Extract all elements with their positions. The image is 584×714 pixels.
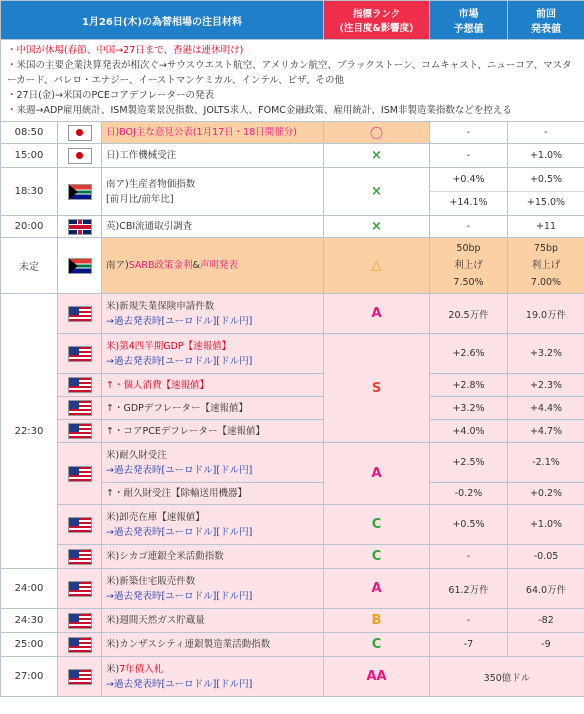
time-cell: 24:30	[1, 609, 58, 633]
us-flag-icon	[68, 669, 92, 685]
previous-cell: +2.3%	[508, 374, 584, 397]
flag-cell	[58, 238, 102, 294]
flag-cell	[58, 609, 102, 633]
event-link[interactable]: SARB政策金利	[128, 260, 193, 271]
event-cell	[102, 443, 324, 483]
flag-cell	[58, 397, 102, 420]
forecast-value: +0.4%	[452, 174, 485, 185]
event-cell[interactable]	[102, 122, 324, 144]
table-row	[1, 569, 584, 609]
us-flag-icon	[68, 637, 92, 653]
rank-cell: ×	[324, 168, 430, 216]
event-joiner: &	[192, 260, 200, 271]
time-cell: 15:00	[1, 144, 58, 168]
table-row	[1, 374, 584, 397]
previous-cell: 19.0万件	[508, 294, 584, 334]
flag-cell	[58, 569, 102, 609]
table-row	[1, 294, 584, 334]
event-cell: 米)週間天然ガス貯蔵量	[102, 609, 324, 633]
time-cell: 18:30	[1, 168, 58, 216]
flag-cell	[58, 122, 102, 144]
event-cell	[102, 374, 324, 397]
flag-cell	[58, 334, 102, 374]
event-cell	[102, 294, 324, 334]
past-release-link[interactable]: →過去発表時[ユーロドル][ドル円]	[106, 315, 253, 327]
event-label: ↑・個人消費【速報値】	[106, 379, 209, 391]
rank-cell: C	[324, 505, 430, 545]
table-row	[1, 216, 584, 238]
japan-flag-icon	[68, 125, 92, 141]
japan-flag-icon	[68, 148, 92, 164]
forecast-cell: +2.6%	[430, 334, 508, 374]
event-label: 7年債入札	[119, 663, 164, 675]
previous-cell: +1.0%	[508, 144, 584, 168]
previous-cell	[508, 168, 584, 216]
rank-cell: A	[324, 294, 430, 334]
table-row	[1, 238, 584, 294]
forecast-value: 7.50%	[453, 277, 484, 288]
table-row	[1, 122, 584, 144]
note-item: ・27日(金)→米国のPCEコアデフレーターの発表	[7, 90, 214, 101]
table-row	[1, 144, 584, 168]
previous-cell: -2.1%	[508, 443, 584, 483]
previous-cell: +4.7%	[508, 420, 584, 443]
table-row	[1, 420, 584, 443]
event-cell	[102, 569, 324, 609]
uk-flag-icon	[68, 219, 92, 235]
flag-cell	[58, 216, 102, 238]
forecast-value: +14.1%	[430, 191, 507, 214]
previous-cell: +1.0%	[508, 505, 584, 545]
south-africa-flag-icon	[68, 258, 92, 274]
time-cell: 20:00	[1, 216, 58, 238]
us-flag-icon	[68, 423, 92, 439]
previous-cell: -0.05	[508, 545, 584, 569]
forecast-header: 市場 予想値	[430, 1, 508, 40]
rank-cell: 〇	[324, 122, 430, 144]
us-flag-icon	[68, 466, 92, 482]
forecast-cell: +4.0%	[430, 420, 508, 443]
previous-value: 75bp	[533, 243, 559, 254]
flag-cell	[58, 505, 102, 545]
rank-cell: A	[324, 443, 430, 505]
time-cell: 08:50	[1, 122, 58, 144]
forecast-cell: -7	[430, 633, 508, 657]
rank-cell: S	[324, 334, 430, 443]
previous-value: 7.00%	[530, 277, 562, 288]
flag-cell	[58, 443, 102, 505]
table-row	[1, 633, 584, 657]
time-cell: 24:00	[1, 569, 58, 609]
flag-cell	[58, 144, 102, 168]
flag-cell	[58, 374, 102, 397]
table-row	[1, 443, 584, 483]
rank-cell: AA	[324, 657, 430, 697]
us-flag-icon	[68, 306, 92, 322]
forecast-cell: -	[430, 545, 508, 569]
rank-header: 指標ランク (注目度&影響度)	[324, 1, 430, 40]
event-cell	[102, 168, 324, 216]
table-row	[1, 334, 584, 374]
previous-cell: 64.0万件	[508, 569, 584, 609]
event-label: 米)耐久財受注	[106, 449, 167, 461]
table-row	[1, 609, 584, 633]
event-label: 米)卸売在庫【速報値】	[106, 511, 205, 523]
event-prefix: 南ア)	[106, 260, 129, 271]
previous-cell: +11	[508, 216, 584, 238]
previous-header: 前回 発表値	[508, 1, 584, 40]
event-cell: 米)カンザスシティ連銀製造業活動指数	[102, 633, 324, 657]
forecast-cell: -	[430, 144, 508, 168]
event-link[interactable]: 声明発表	[199, 260, 238, 271]
south-africa-flag-icon	[68, 184, 92, 200]
past-release-link[interactable]: →過去発表時[ユーロドル][ドル円]	[106, 526, 253, 538]
note-item: ・中国が休場(春節、中国→27日まで、香港は連休明け)	[7, 45, 244, 56]
auction-amount-cell: 350億ドル	[430, 657, 584, 697]
us-flag-icon	[68, 400, 92, 416]
event-cell	[102, 334, 324, 374]
us-flag-icon	[68, 613, 92, 629]
forecast-cell: -	[430, 609, 508, 633]
time-cell: 25:00	[1, 633, 58, 657]
event-label: 米)第4四半期GDP【速報値】	[106, 340, 232, 352]
notes-row	[1, 40, 584, 122]
forecast-value: 利上げ	[454, 260, 483, 271]
event-label: 米)新築住宅販売件数	[106, 575, 196, 587]
forecast-cell: +0.5%	[430, 505, 508, 545]
rank-cell: B	[324, 609, 430, 633]
forecast-cell: -	[430, 216, 508, 238]
event-cell: ↑・耐久財受注【除輸送用機器】	[102, 483, 324, 505]
event-cell: 英)CBI流通取引調査	[102, 216, 324, 238]
page-title: 1月26日(木)の為替相場の注目材料	[1, 1, 324, 40]
forecast-cell: 61.2万件	[430, 569, 508, 609]
rank-cell: A	[324, 569, 430, 609]
flag-cell	[58, 420, 102, 443]
table-row	[1, 657, 584, 697]
event-label: 南ア)生産者物価指数	[106, 178, 196, 190]
forecast-cell	[430, 238, 508, 294]
us-flag-icon	[68, 549, 92, 565]
previous-cell: -9	[508, 633, 584, 657]
event-cell: ↑・コアPCEデフレーター【速報値】	[102, 420, 324, 443]
event-prefix: 米)	[106, 663, 120, 675]
previous-cell: +4.4%	[508, 397, 584, 420]
event-cell: 日)工作機械受注	[102, 144, 324, 168]
previous-cell: -82	[508, 609, 584, 633]
previous-cell: +0.2%	[508, 483, 584, 505]
us-flag-icon	[68, 581, 92, 597]
rank-cell: ×	[324, 144, 430, 168]
event-label: 日)BOJ主な意見公表(1月17日・18日開催分)	[106, 127, 297, 138]
time-cell: 22:30	[1, 294, 58, 569]
forecast-cell: 20.5万件	[430, 294, 508, 334]
past-release-link[interactable]: →過去発表時[ユーロドル][ドル円]	[106, 464, 253, 476]
event-cell	[102, 657, 324, 697]
event-cell: ↑・GDPデフレーター【速報値】	[102, 397, 324, 420]
us-flag-icon	[68, 346, 92, 362]
event-sub-label: [前月比/前年比]	[106, 193, 174, 205]
past-release-link[interactable]: →過去発表時[ユーロドル][ドル円]	[106, 590, 253, 602]
flag-cell	[58, 633, 102, 657]
us-flag-icon	[68, 377, 92, 393]
time-cell: 27:00	[1, 657, 58, 697]
flag-cell	[58, 168, 102, 216]
flag-cell	[58, 657, 102, 697]
table-row	[1, 168, 584, 216]
past-release-link[interactable]: →過去発表時[ユーロドル][ドル円]	[106, 355, 253, 367]
previous-cell: -	[508, 122, 584, 144]
event-label: 米)新規失業保険申請件数	[106, 300, 215, 312]
event-cell: 米)シカゴ連銀全米活動指数	[102, 545, 324, 569]
rank-cell: △	[324, 238, 430, 294]
table-row	[1, 505, 584, 545]
forecast-cell: -	[430, 122, 508, 144]
forecast-cell: +3.2%	[430, 397, 508, 420]
notes-box	[1, 40, 584, 122]
forecast-cell: +2.8%	[430, 374, 508, 397]
rank-cell: C	[324, 633, 430, 657]
event-cell	[102, 505, 324, 545]
table-row	[1, 545, 584, 569]
forecast-cell: +2.5%	[430, 443, 508, 483]
previous-cell	[508, 238, 584, 294]
flag-cell	[58, 545, 102, 569]
time-cell: 未定	[1, 238, 58, 294]
header-row	[1, 1, 584, 40]
past-release-link[interactable]: →過去発表時[ユーロドル][ドル円]	[106, 678, 253, 690]
rank-cell: ×	[324, 216, 430, 238]
note-item: ・来週→ADP雇用統計、ISM製造業景況指数、JOLTS求人、FOMC金融政策、雇用統計、ISM非製造業指数などを控える	[7, 105, 512, 116]
table-row	[1, 397, 584, 420]
previous-value: 利上げ	[531, 260, 561, 271]
flag-cell	[58, 294, 102, 334]
previous-value: +0.5%	[529, 174, 563, 185]
forecast-value: 50bp	[456, 243, 481, 254]
rank-cell: C	[324, 545, 430, 569]
note-item: ・米国の主要企業決算発表が相次ぐ→サウスウエスト航空、アメリカン航空、ブラックストーン、コムキャスト、ニューコア、マスターカード、バレロ・エナジー、イーストマンケミカル、インテル、ビザ、その他	[7, 60, 572, 86]
previous-cell: +3.2%	[508, 334, 584, 374]
forecast-cell: -0.2%	[430, 483, 508, 505]
event-cell[interactable]	[102, 238, 324, 294]
us-flag-icon	[68, 517, 92, 533]
forecast-cell	[430, 168, 508, 216]
previous-value: +15.0%	[508, 191, 584, 214]
